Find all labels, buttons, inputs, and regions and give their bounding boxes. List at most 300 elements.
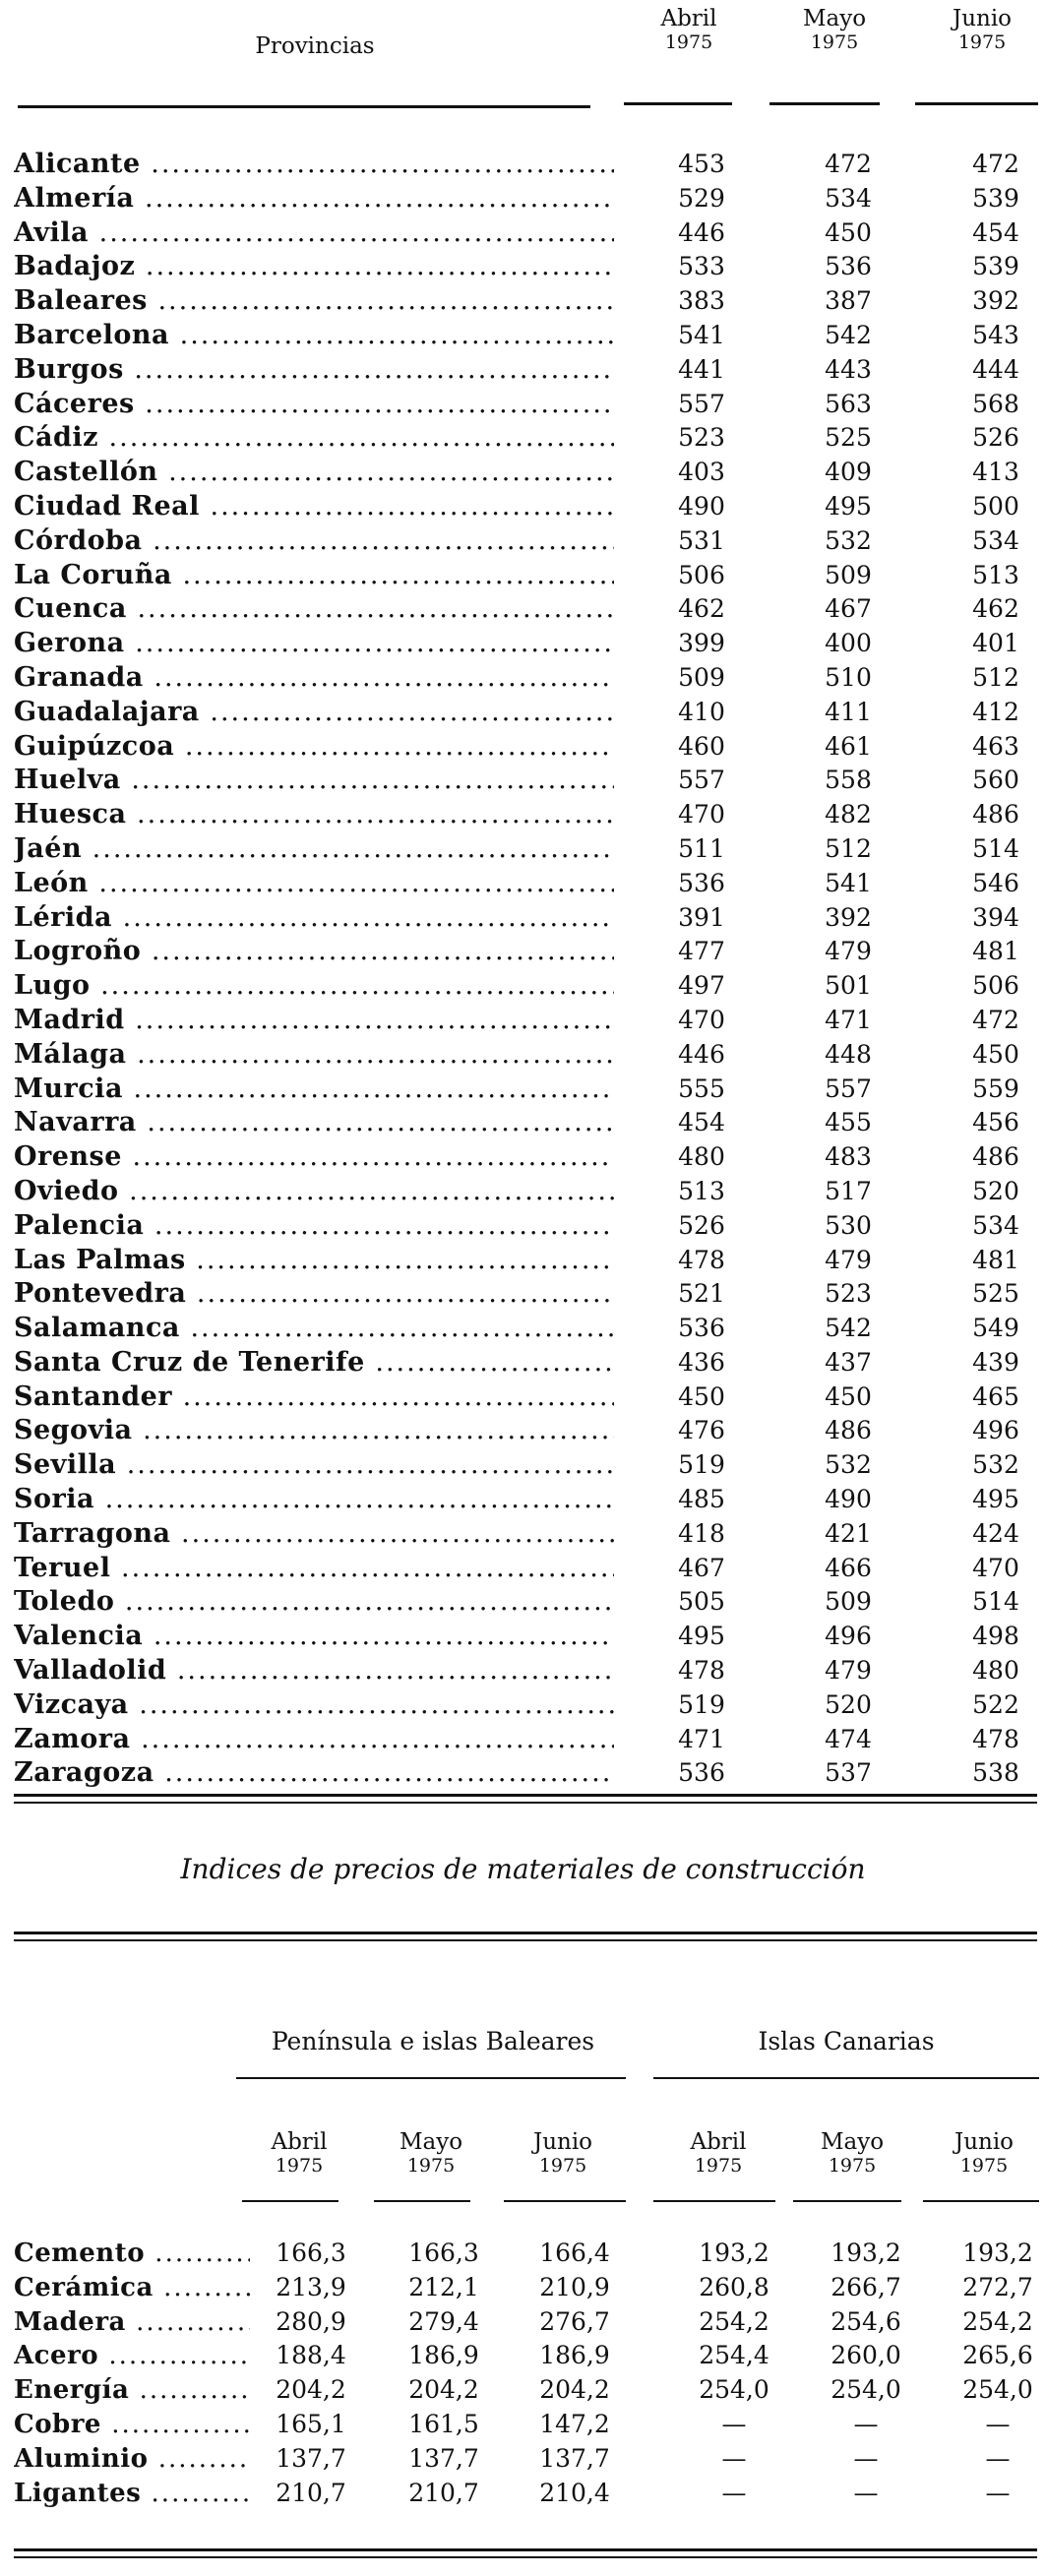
province-value-abril: 477 <box>678 937 725 966</box>
table-row <box>14 1106 1037 1140</box>
province-value-abril: 523 <box>678 423 725 453</box>
material-value-col-2: 186,9 <box>408 2341 479 2370</box>
table-row <box>14 1209 1037 1244</box>
subheader-col-6 <box>925 2129 1043 2177</box>
material-name: Madera ..... <box>14 2305 250 2340</box>
subheader-col-3 <box>504 2129 622 2177</box>
group-canarias-rule <box>653 2077 1039 2079</box>
table-row <box>14 1448 1037 1483</box>
material-value-col-4: 193,2 <box>699 2239 769 2267</box>
province-name: Lugo ..... <box>14 969 614 1004</box>
province-value-mayo: 437 <box>825 1347 872 1377</box>
province-value-abril: 557 <box>678 766 725 795</box>
province-name: Salamanca ..... <box>14 1312 614 1346</box>
province-value-mayo: 479 <box>825 1656 872 1686</box>
province-value-junio: 472 <box>972 1005 1019 1034</box>
material-name: Ligantes ..... <box>14 2477 250 2511</box>
col-junio-header <box>933 6 1031 53</box>
province-name: Madrid ..... <box>14 1004 614 1038</box>
material-value-col-2: 204,2 <box>408 2375 479 2405</box>
province-value-mayo: 490 <box>825 1485 872 1514</box>
sub-rule-4 <box>653 2200 775 2202</box>
material-value-col-4: — <box>721 2443 747 2473</box>
province-value-mayo: 557 <box>825 1073 872 1103</box>
table-row <box>14 1756 1037 1791</box>
province-value-junio: 534 <box>972 525 1019 555</box>
province-value-junio: 513 <box>972 560 1019 589</box>
province-value-junio: 549 <box>972 1314 1019 1343</box>
province-value-abril: 529 <box>678 183 725 213</box>
province-value-mayo: 461 <box>825 731 872 761</box>
province-name: Cuenca ..... <box>14 592 614 627</box>
material-name: Cobre ..... <box>14 2408 250 2442</box>
subheader-year: 1975 <box>959 2155 1009 2177</box>
material-value-col-3: 210,4 <box>539 2478 610 2507</box>
sub-rule-3 <box>504 2200 626 2202</box>
province-value-abril: 555 <box>678 1073 725 1103</box>
province-value-junio: 486 <box>972 800 1019 829</box>
subheader-col-4 <box>659 2129 777 2177</box>
province-value-abril: 513 <box>678 1176 725 1205</box>
material-value-col-5: — <box>853 2409 879 2438</box>
province-value-mayo: 443 <box>825 354 872 384</box>
sub-rule-5 <box>793 2200 901 2202</box>
subheader-year: 1975 <box>406 2155 456 2177</box>
province-value-junio: 472 <box>972 150 1019 178</box>
province-value-junio: 462 <box>972 594 1019 624</box>
province-value-mayo: 421 <box>825 1518 872 1548</box>
table-row <box>14 1175 1037 1209</box>
material-value-col-1: 204,2 <box>276 2375 346 2405</box>
province-value-abril: 497 <box>678 971 725 1001</box>
province-value-mayo: 537 <box>825 1758 872 1788</box>
table-row <box>14 1038 1037 1073</box>
province-value-junio: 538 <box>972 1758 1019 1788</box>
province-name: Badajoz ..... <box>14 250 614 284</box>
province-name: León ..... <box>14 867 614 901</box>
province-value-mayo: 455 <box>825 1108 872 1137</box>
province-value-junio: 546 <box>972 868 1019 897</box>
province-name: Huelva ..... <box>14 764 614 798</box>
province-value-abril: 383 <box>678 286 725 316</box>
table-row <box>14 216 1037 251</box>
province-value-abril: 471 <box>678 1724 725 1753</box>
province-value-abril: 480 <box>678 1142 725 1172</box>
province-value-abril: 460 <box>678 731 725 761</box>
material-value-col-4: — <box>721 2478 747 2507</box>
province-value-mayo: 387 <box>825 286 872 316</box>
header-rule-mayo <box>769 102 880 105</box>
material-value-col-6: 254,2 <box>962 2306 1033 2336</box>
table-row <box>14 592 1037 627</box>
province-name: Cádiz ..... <box>14 421 614 456</box>
province-value-abril: 454 <box>678 1108 725 1137</box>
province-value-mayo: 532 <box>825 525 872 555</box>
materials-top-rule-2 <box>14 1939 1037 1941</box>
province-value-abril: 506 <box>678 560 725 589</box>
material-value-col-4: 254,4 <box>699 2341 769 2370</box>
material-value-col-2: 161,5 <box>408 2409 479 2438</box>
table-row <box>14 627 1037 661</box>
table-row <box>14 1654 1037 1688</box>
province-value-junio: 532 <box>972 1450 1019 1480</box>
province-value-junio: 514 <box>972 1587 1019 1617</box>
province-value-abril: 453 <box>678 150 725 178</box>
subheader-month: Abril <box>271 2129 328 2155</box>
table-row <box>14 2271 1037 2305</box>
province-value-junio: 392 <box>972 286 1019 316</box>
table-row <box>14 1517 1037 1552</box>
province-value-abril: 462 <box>678 594 725 624</box>
province-value-junio: 559 <box>972 1073 1019 1103</box>
group-peninsula-header: Península e islas Baleares <box>271 2027 595 2055</box>
material-value-col-3: 204,2 <box>539 2375 610 2405</box>
group-peninsula-rule <box>236 2077 626 2079</box>
table-row <box>14 2442 1037 2477</box>
col-mayo-year: 1975 <box>810 31 859 53</box>
material-value-col-3: 147,2 <box>539 2409 610 2438</box>
table-row <box>14 1312 1037 1346</box>
header-rule-abril <box>624 102 732 105</box>
table-row <box>14 1723 1037 1757</box>
province-name: Segovia ..... <box>14 1414 614 1448</box>
province-value-mayo: 409 <box>825 458 872 487</box>
province-value-junio: 495 <box>972 1485 1019 1514</box>
table-row <box>14 798 1037 832</box>
material-value-col-3: 186,9 <box>539 2341 610 2370</box>
sub-rule-1 <box>242 2200 338 2202</box>
col-abril-header <box>640 6 738 53</box>
province-name: Guipúzcoa ..... <box>14 730 614 765</box>
province-value-junio: 394 <box>972 902 1019 932</box>
province-value-abril: 536 <box>678 1758 725 1788</box>
table-row <box>14 1552 1037 1586</box>
material-value-col-5: 266,7 <box>831 2272 901 2301</box>
province-value-abril: 531 <box>678 525 725 555</box>
province-value-mayo: 479 <box>825 1245 872 1274</box>
table-row <box>14 1483 1037 1517</box>
col-mayo-header <box>785 6 884 53</box>
province-name: Jaén ..... <box>14 832 614 867</box>
table-row <box>14 2373 1037 2408</box>
subheader-col-5 <box>793 2129 911 2177</box>
province-value-mayo: 501 <box>825 971 872 1001</box>
province-value-junio: 496 <box>972 1416 1019 1445</box>
subheader-year: 1975 <box>538 2155 587 2177</box>
province-name: Huesca ..... <box>14 798 614 832</box>
province-name: Lérida ..... <box>14 901 614 936</box>
province-name: Vizcaya ..... <box>14 1688 614 1723</box>
province-value-abril: 557 <box>678 389 725 418</box>
province-value-junio: 481 <box>972 1245 1019 1274</box>
province-value-mayo: 450 <box>825 1381 872 1411</box>
table-row <box>14 1620 1037 1654</box>
material-value-col-6: 272,7 <box>962 2272 1033 2301</box>
province-value-junio: 478 <box>972 1724 1019 1753</box>
table-row <box>14 867 1037 901</box>
province-name: Sevilla ..... <box>14 1448 614 1483</box>
table-row <box>14 696 1037 730</box>
sub-rule-2 <box>374 2200 470 2202</box>
section-divider-top <box>14 1794 1037 1797</box>
province-value-junio: 539 <box>972 252 1019 281</box>
table-row <box>14 559 1037 593</box>
province-value-mayo: 411 <box>825 697 872 726</box>
province-value-abril: 519 <box>678 1689 725 1719</box>
province-value-mayo: 471 <box>825 1005 872 1034</box>
material-name: Cerámica ..... <box>14 2271 250 2305</box>
province-value-abril: 403 <box>678 458 725 487</box>
province-value-abril: 485 <box>678 1485 725 1514</box>
materials-bottom-rule-1 <box>14 2548 1037 2551</box>
province-value-mayo: 558 <box>825 766 872 795</box>
table-row <box>14 284 1037 319</box>
province-value-mayo: 542 <box>825 320 872 349</box>
material-value-col-6: 265,6 <box>962 2341 1033 2370</box>
material-value-col-3: 137,7 <box>539 2443 610 2473</box>
subheader-month: Abril <box>690 2129 747 2155</box>
province-value-abril: 495 <box>678 1622 725 1651</box>
table-row <box>14 1380 1037 1415</box>
material-value-col-6: — <box>985 2443 1011 2473</box>
province-value-junio: 439 <box>972 1347 1019 1377</box>
province-value-junio: 534 <box>972 1210 1019 1240</box>
province-value-junio: 413 <box>972 458 1019 487</box>
province-name: Santa Cruz de Tenerife ..... <box>14 1346 614 1380</box>
province-value-mayo: 479 <box>825 937 872 966</box>
table-row <box>14 2305 1037 2340</box>
province-value-mayo: 517 <box>825 1176 872 1205</box>
table-row <box>14 148 1037 182</box>
province-value-mayo: 392 <box>825 902 872 932</box>
province-name: Burgos ..... <box>14 353 614 388</box>
table-row <box>14 456 1037 490</box>
material-value-col-6: 254,0 <box>962 2375 1033 2405</box>
province-value-mayo: 400 <box>825 629 872 658</box>
province-value-mayo: 509 <box>825 1587 872 1617</box>
materials-table <box>14 2237 1037 2510</box>
table-row <box>14 2477 1037 2511</box>
table-row <box>14 969 1037 1004</box>
subheader-month: Mayo <box>820 2129 885 2155</box>
table-row <box>14 764 1037 798</box>
province-value-mayo: 450 <box>825 217 872 247</box>
material-value-col-1: 188,4 <box>276 2341 346 2370</box>
material-name: Aluminio ..... <box>14 2442 250 2477</box>
table-row <box>14 1277 1037 1312</box>
province-value-junio: 522 <box>972 1689 1019 1719</box>
province-name: Málaga ..... <box>14 1038 614 1073</box>
subheader-month: Junio <box>954 2129 1015 2155</box>
province-name: Barcelona ..... <box>14 319 614 353</box>
material-name: Cemento ..... <box>14 2237 250 2271</box>
subheader-month: Junio <box>532 2129 593 2155</box>
province-value-abril: 519 <box>678 1450 725 1480</box>
section-divider-bottom <box>14 1802 1037 1804</box>
table-row <box>14 1244 1037 1278</box>
province-name: Ciudad Real ..... <box>14 490 614 524</box>
province-value-abril: 478 <box>678 1245 725 1274</box>
province-value-abril: 391 <box>678 902 725 932</box>
province-value-abril: 521 <box>678 1279 725 1309</box>
province-value-mayo: 512 <box>825 833 872 863</box>
province-value-junio: 514 <box>972 833 1019 863</box>
province-value-abril: 470 <box>678 1005 725 1034</box>
material-name: Energía ..... <box>14 2373 250 2408</box>
province-value-mayo: 474 <box>825 1724 872 1753</box>
material-value-col-5: — <box>853 2443 879 2473</box>
material-value-col-6: 193,2 <box>962 2239 1033 2267</box>
province-value-abril: 505 <box>678 1587 725 1617</box>
province-name: Baleares ..... <box>14 284 614 319</box>
province-value-abril: 526 <box>678 1210 725 1240</box>
group-canarias-header: Islas Canarias <box>758 2027 935 2055</box>
materials-top-rule-1 <box>14 1932 1037 1934</box>
table-row <box>14 2339 1037 2373</box>
material-value-col-3: 210,9 <box>539 2272 610 2301</box>
province-value-abril: 476 <box>678 1416 725 1445</box>
province-name: Zamora ..... <box>14 1723 614 1757</box>
material-value-col-4: 254,0 <box>699 2375 769 2405</box>
province-value-mayo: 496 <box>825 1622 872 1651</box>
province-name: Alicante ..... <box>14 148 614 182</box>
material-value-col-5: 254,0 <box>831 2375 901 2405</box>
province-value-mayo: 509 <box>825 560 872 589</box>
province-name: Las Palmas ..... <box>14 1244 614 1278</box>
province-value-abril: 536 <box>678 868 725 897</box>
table-row <box>14 2237 1037 2271</box>
material-value-col-3: 166,4 <box>539 2239 610 2267</box>
province-value-abril: 470 <box>678 800 725 829</box>
province-value-mayo: 510 <box>825 662 872 692</box>
province-value-mayo: 495 <box>825 491 872 521</box>
sub-rule-6 <box>923 2200 1039 2202</box>
material-value-col-5: 193,2 <box>831 2239 901 2267</box>
material-value-col-2: 137,7 <box>408 2443 479 2473</box>
provincias-header: Provincias <box>255 33 375 59</box>
province-name: Palencia ..... <box>14 1209 614 1244</box>
province-name: Santander ..... <box>14 1380 614 1415</box>
material-value-col-1: 165,1 <box>276 2409 346 2438</box>
header-rule-junio <box>915 102 1038 105</box>
province-name: Almería ..... <box>14 182 614 216</box>
province-value-junio: 470 <box>972 1553 1019 1582</box>
table-row <box>14 319 1037 353</box>
material-value-col-5: — <box>853 2478 879 2507</box>
province-value-junio: 543 <box>972 320 1019 349</box>
province-value-mayo: 563 <box>825 389 872 418</box>
table-row <box>14 1073 1037 1107</box>
table-row <box>14 388 1037 422</box>
province-value-junio: 450 <box>972 1039 1019 1069</box>
material-value-col-5: 254,6 <box>831 2306 901 2336</box>
province-value-mayo: 448 <box>825 1039 872 1069</box>
province-value-mayo: 534 <box>825 183 872 213</box>
province-name: Orense ..... <box>14 1140 614 1175</box>
table-row <box>14 182 1037 216</box>
table-row <box>14 1688 1037 1723</box>
province-name: Guadalajara ..... <box>14 696 614 730</box>
province-name: Castellón ..... <box>14 456 614 490</box>
province-value-abril: 533 <box>678 252 725 281</box>
province-value-abril: 490 <box>678 491 725 521</box>
material-value-col-2: 212,1 <box>408 2272 479 2301</box>
material-value-col-2: 210,7 <box>408 2478 479 2507</box>
province-value-mayo: 466 <box>825 1553 872 1582</box>
material-value-col-1: 213,9 <box>276 2272 346 2301</box>
province-name: Navarra ..... <box>14 1106 614 1140</box>
province-value-mayo: 482 <box>825 800 872 829</box>
province-value-junio: 454 <box>972 217 1019 247</box>
province-value-junio: 525 <box>972 1279 1019 1309</box>
province-value-abril: 410 <box>678 697 725 726</box>
table-row <box>14 901 1037 936</box>
province-value-abril: 446 <box>678 217 725 247</box>
province-value-mayo: 467 <box>825 594 872 624</box>
province-value-junio: 444 <box>972 354 1019 384</box>
province-value-mayo: 483 <box>825 1142 872 1172</box>
province-value-junio: 520 <box>972 1176 1019 1205</box>
province-value-junio: 463 <box>972 731 1019 761</box>
province-value-mayo: 532 <box>825 1450 872 1480</box>
province-value-junio: 568 <box>972 389 1019 418</box>
province-value-mayo: 541 <box>825 868 872 897</box>
col-junio-year: 1975 <box>957 31 1007 53</box>
province-name: Córdoba ..... <box>14 524 614 559</box>
province-value-junio: 512 <box>972 662 1019 692</box>
province-value-junio: 560 <box>972 766 1019 795</box>
col-abril-month: Abril <box>660 6 717 31</box>
province-value-junio: 506 <box>972 971 1019 1001</box>
province-name: La Coruña ..... <box>14 559 614 593</box>
province-value-mayo: 472 <box>825 150 872 178</box>
material-value-col-6: — <box>985 2409 1011 2438</box>
province-value-junio: 456 <box>972 1108 1019 1137</box>
province-value-junio: 401 <box>972 629 1019 658</box>
province-value-abril: 399 <box>678 629 725 658</box>
province-value-junio: 498 <box>972 1622 1019 1651</box>
province-name: Pontevedra ..... <box>14 1277 614 1312</box>
province-name: Murcia ..... <box>14 1073 614 1107</box>
table-row <box>14 661 1037 696</box>
table-row <box>14 490 1037 524</box>
col-mayo-month: Mayo <box>802 6 867 31</box>
province-value-junio: 481 <box>972 937 1019 966</box>
col-abril-year: 1975 <box>664 31 713 53</box>
province-value-junio: 412 <box>972 697 1019 726</box>
material-value-col-5: 260,0 <box>831 2341 901 2370</box>
material-value-col-1: 166,3 <box>276 2239 346 2267</box>
province-value-mayo: 520 <box>825 1689 872 1719</box>
province-value-junio: 500 <box>972 491 1019 521</box>
table-row <box>14 2408 1037 2442</box>
province-name: Gerona ..... <box>14 627 614 661</box>
province-value-abril: 536 <box>678 1314 725 1343</box>
province-value-abril: 478 <box>678 1656 725 1686</box>
subheader-year: 1975 <box>694 2155 743 2177</box>
materials-bottom-rule-2 <box>14 2556 1037 2558</box>
province-value-mayo: 525 <box>825 423 872 453</box>
province-value-abril: 450 <box>678 1381 725 1411</box>
subheader-month: Mayo <box>399 2129 463 2155</box>
material-value-col-6: — <box>985 2478 1011 2507</box>
table-row <box>14 832 1037 867</box>
subheader-col-1 <box>240 2129 358 2177</box>
material-value-col-4: 260,8 <box>699 2272 769 2301</box>
material-value-col-1: 210,7 <box>276 2478 346 2507</box>
material-value-col-4: — <box>721 2409 747 2438</box>
table-row <box>14 1414 1037 1448</box>
